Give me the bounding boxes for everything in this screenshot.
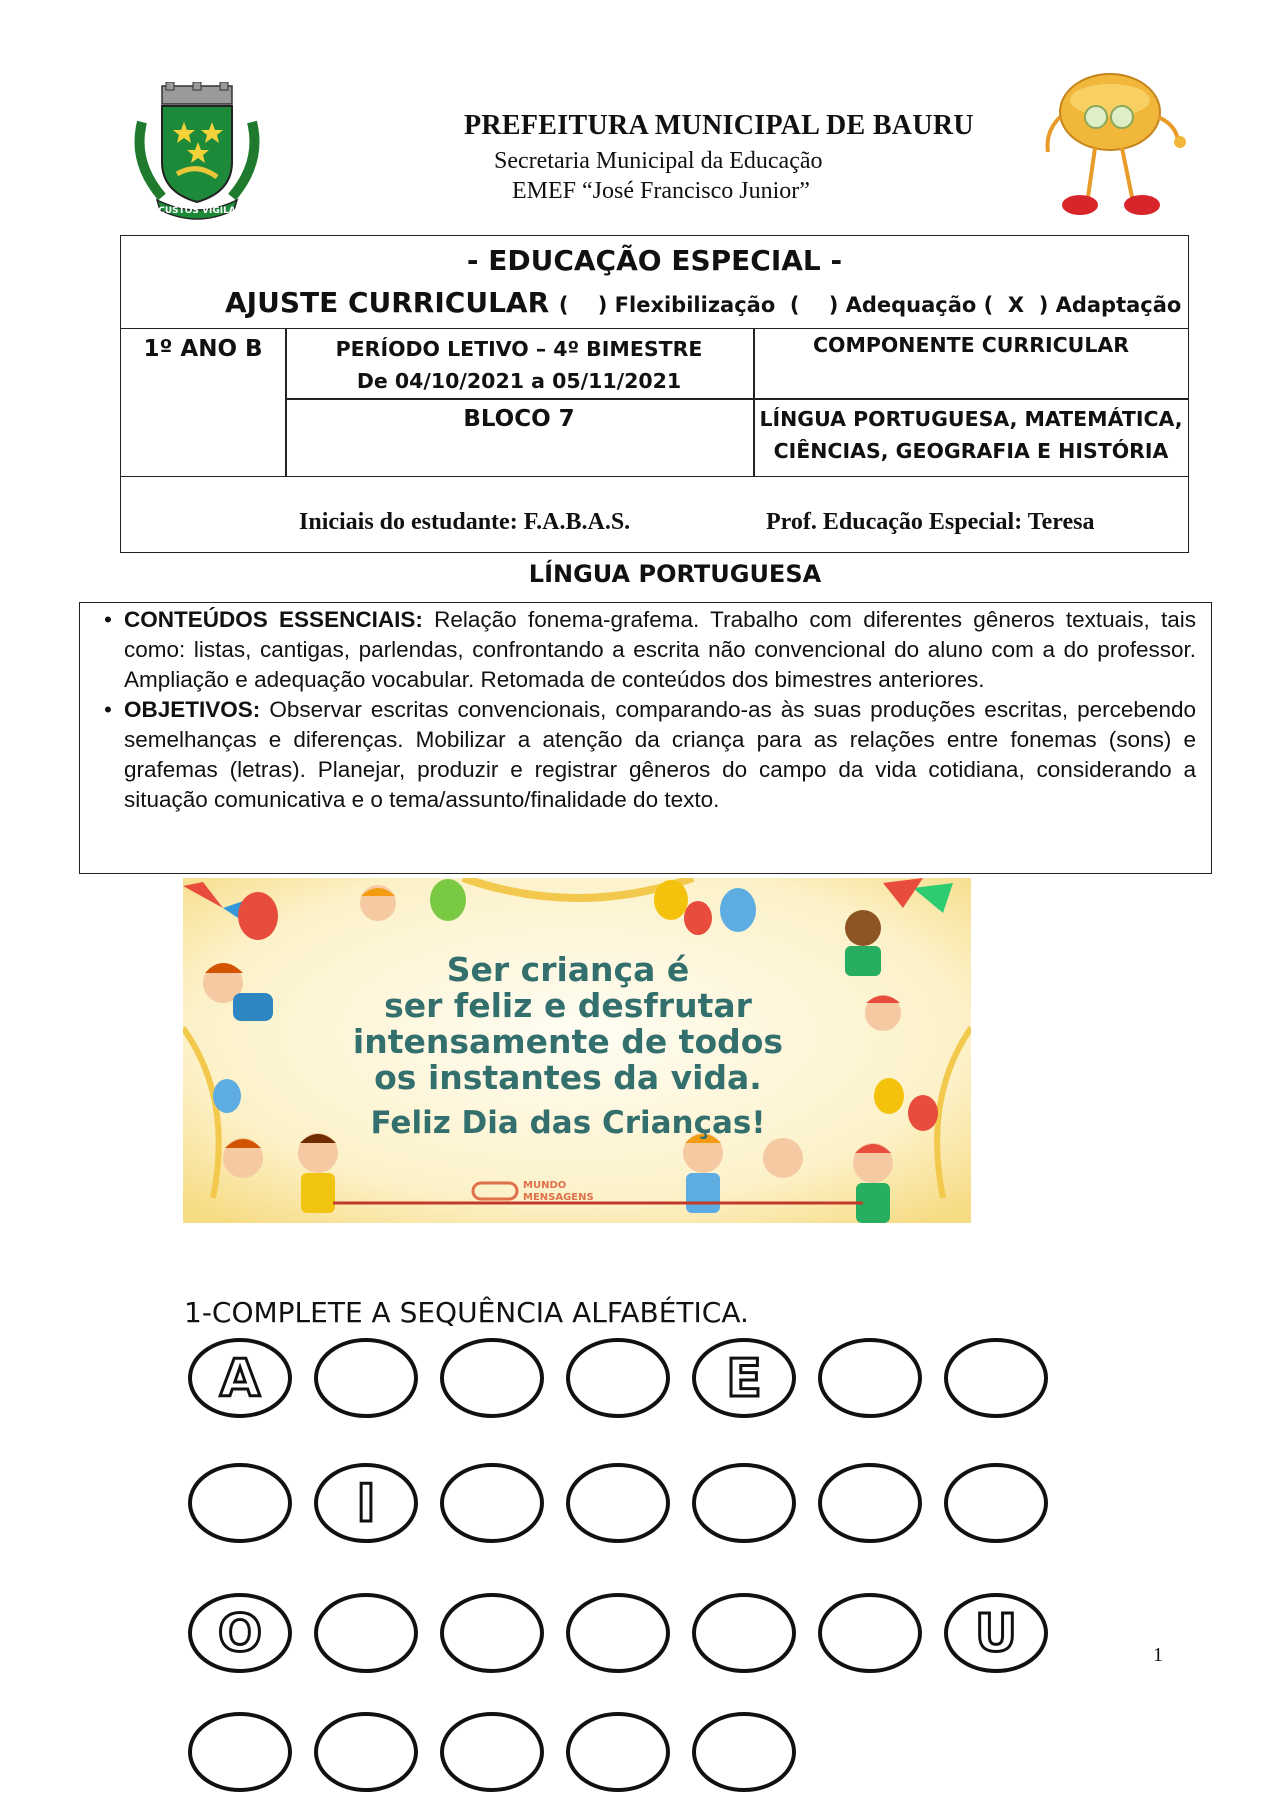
letter-oval[interactable] [190, 1714, 290, 1790]
letter-oval[interactable] [568, 1465, 668, 1541]
conteudos-label: CONTEÚDOS ESSENCIAIS: [124, 607, 423, 632]
objetivos-label: OBJETIVOS: [124, 697, 261, 722]
letter-oval[interactable] [568, 1340, 668, 1416]
letter-oval[interactable] [316, 1595, 416, 1671]
letter-oval[interactable] [442, 1714, 542, 1790]
objetivos-text: Observar escritas convencionais, comparando-as às suas produções escritas, percebendo semelhanças e diferenças. Mobilizar a atenção da criança para as relações entre fonemas (sons) e grafemas (letras). Planejar, produzir e registrar gêneros do campo da vida cotidiana, considerando a situação comunicativa e o tema/assunto/finalidade do texto. [124, 697, 1196, 812]
student-initials: Iniciais do estudante: F.A.B.A.S. [299, 509, 631, 535]
letter-oval[interactable] [946, 1465, 1046, 1541]
letter-oval[interactable] [316, 1714, 416, 1790]
letter-oval[interactable] [946, 1595, 1046, 1671]
header-secretaria: Secretaria Municipal da Educação [494, 148, 823, 174]
ajuste-label: AJUSTE CURRICULAR [225, 286, 550, 319]
letter-oval[interactable] [442, 1340, 542, 1416]
componentes-line2: CIÊNCIAS, GEOGRAFIA E HISTÓRIA [773, 439, 1169, 463]
header-school: EMEF “José Francisco Junior” [512, 178, 810, 204]
special-education-heading: - EDUCAÇÃO ESPECIAL - [466, 244, 843, 277]
exercise-title: 1-COMPLETE A SEQUÊNCIA ALFABÉTICA. [184, 1296, 749, 1329]
oval-letter: E [726, 1349, 762, 1409]
letter-oval[interactable] [694, 1595, 794, 1671]
letter-oval[interactable] [568, 1714, 668, 1790]
conteudos-text: Relação fonema-grafema. Trabalho com diferentes gêneros textuais, tais como: listas, cantigas, parlendas, confrontando a escrita não convencional do aluno com a do professor. Ampliação e adequação vocabular. Retomada de conteúdos dos bimestres anteriores. [124, 607, 1196, 692]
poster-line4: os instantes da vida. [374, 1058, 762, 1097]
crest-motto: CUSTOS VIGILA [158, 206, 236, 216]
letter-oval[interactable] [568, 1595, 668, 1671]
letter-oval[interactable] [820, 1595, 920, 1671]
periodo-label: PERÍODO LETIVO – 4º BIMESTRE [335, 337, 703, 361]
componentes-line1: LÍNGUA PORTUGUESA, MATEMÁTICA, [759, 407, 1183, 431]
bullet-icon: • [104, 607, 112, 632]
oval-letter: O [217, 1604, 263, 1664]
header-title: PREFEITURA MUNICIPAL DE BAURU [464, 110, 974, 141]
bloco: BLOCO 7 [463, 406, 575, 432]
letter-oval[interactable] [820, 1465, 920, 1541]
special-ed-teacher: Prof. Educação Especial: Teresa [766, 509, 1095, 535]
poster-line5: Feliz Dia das Crianças! [370, 1105, 766, 1141]
section-title: LÍNGUA PORTUGUESA [528, 560, 822, 588]
poster-line1: Ser criança é [446, 950, 690, 989]
page-number: 1 [1153, 1644, 1163, 1666]
letter-oval[interactable] [442, 1465, 542, 1541]
letter-oval[interactable] [442, 1595, 542, 1671]
year-class: 1º ANO B [143, 336, 263, 362]
ajuste-options: ( ) Flexibilização ( ) Adequação ( X ) Adaptação [558, 293, 1182, 317]
letter-oval[interactable] [694, 1714, 794, 1790]
oval-letter: I [356, 1474, 376, 1534]
periodo-dates: De 04/10/2021 a 05/11/2021 [356, 369, 682, 393]
poster-line2: ser feliz e desfrutar [384, 986, 752, 1025]
letter-oval[interactable] [190, 1595, 290, 1671]
logo-top: MUNDO [523, 1180, 567, 1191]
letter-oval[interactable] [190, 1340, 290, 1416]
letter-oval[interactable] [946, 1340, 1046, 1416]
letter-oval[interactable] [820, 1340, 920, 1416]
oval-letter: U [974, 1604, 1018, 1664]
letter-oval[interactable] [190, 1465, 290, 1541]
logo-bottom: MENSAGENS [523, 1192, 594, 1203]
letter-oval[interactable] [316, 1340, 416, 1416]
componente-curricular-label: COMPONENTE CURRICULAR [812, 333, 1130, 357]
oval-letter: A [219, 1349, 261, 1409]
poster-line3: intensamente de todos [352, 1022, 784, 1061]
bullet-icon: • [104, 697, 112, 722]
letter-oval[interactable] [316, 1465, 416, 1541]
letter-oval[interactable] [694, 1340, 794, 1416]
letter-oval[interactable] [694, 1465, 794, 1541]
